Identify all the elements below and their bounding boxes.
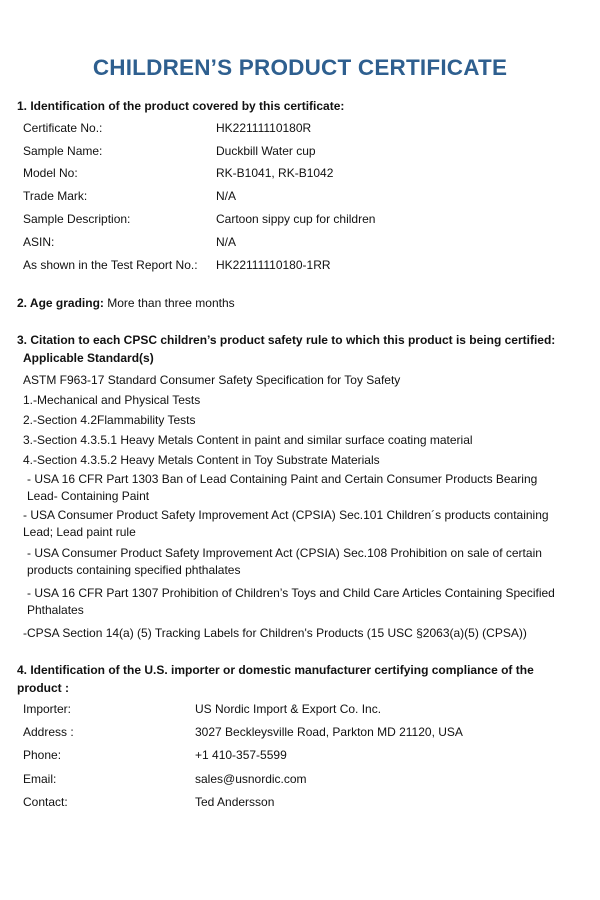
- section-2-heading: 2. Age grading:: [17, 296, 104, 310]
- section-1-heading: 1. Identification of the product covered by this certificate:: [17, 99, 345, 113]
- field-label: As shown in the Test Report No.:: [23, 258, 198, 272]
- standard-title: ASTM F963-17 Standard Consumer Safety Specification for Toy Safety: [23, 373, 401, 387]
- field-value: Ted Andersson: [195, 795, 275, 809]
- field-label: Email:: [23, 772, 57, 786]
- regulation-line: products containing specified phthalates: [27, 563, 241, 577]
- regulation-line: Phthalates: [27, 603, 84, 617]
- field-value: RK-B1041, RK-B1042: [216, 166, 334, 180]
- certificate-title: CHILDREN’S PRODUCT CERTIFICATE: [92, 55, 508, 80]
- standard-item: 2.-Section 4.2Flammability Tests: [23, 413, 196, 427]
- field-label: Certificate No.:: [23, 121, 103, 135]
- field-value: N/A: [216, 189, 237, 203]
- field-value: Cartoon sippy cup for children: [216, 212, 376, 226]
- field-label: Phone:: [23, 748, 62, 762]
- regulation-line: - USA Consumer Product Safety Improvement Act (CPSIA) Sec.101 Children´s products containing: [23, 508, 549, 522]
- field-value: HK22111110180R: [216, 121, 312, 135]
- standard-item: 3.-Section 4.3.5.1 Heavy Metals Content in paint and similar surface coating material: [23, 433, 473, 447]
- field-label: Trade Mark:: [23, 189, 88, 203]
- applicable-standards-heading: Applicable Standard(s): [23, 351, 154, 365]
- regulation-line: - USA 16 CFR Part 1307 Prohibition of Children’s Toys and Child Care Articles Containing Specified: [27, 586, 555, 600]
- standard-item: 1.-Mechanical and Physical Tests: [23, 393, 201, 407]
- standard-item: 4.-Section 4.3.5.2 Heavy Metals Content in Toy Substrate Materials: [23, 453, 380, 467]
- field-value: +1 410-357-5599: [195, 748, 287, 762]
- field-label: Model No:: [23, 166, 78, 180]
- cpsa-line: -CPSA Section 14(a) (5) Tracking Labels for Children's Products (15 USC §2063(a)(5) (CPSA)): [23, 626, 527, 640]
- field-value: Duckbill Water cup: [216, 144, 316, 158]
- age-grading-value: More than three months: [107, 296, 235, 310]
- regulation-line: - USA 16 CFR Part 1303 Ban of Lead Containing Paint and Certain Consumer Products Bearing: [27, 472, 538, 486]
- section-4-heading: 4. Identification of the U.S. importer or domestic manufacturer certifying compliance of the: [17, 663, 534, 677]
- section-3-heading: 3. Citation to each CPSC children’s product safety rule to which this product is being certified:: [17, 333, 556, 347]
- field-value: sales@usnordic.com: [195, 772, 307, 786]
- field-label: Address :: [23, 725, 74, 739]
- field-label: Importer:: [23, 702, 72, 716]
- regulation-line: Lead; Lead paint rule: [23, 525, 136, 539]
- field-value: HK22111110180-1RR: [216, 258, 331, 272]
- regulation-line: - USA Consumer Product Safety Improvement Act (CPSIA) Sec.108 Prohibition on sale of certain: [27, 546, 542, 560]
- field-label: Sample Description:: [23, 212, 131, 226]
- field-value: 3027 Beckleysville Road, Parkton MD 21120, USA: [195, 725, 463, 739]
- field-value: N/A: [216, 235, 237, 249]
- field-label: ASIN:: [23, 235, 55, 249]
- age-grading: [17, 295, 235, 311]
- regulation-line: Lead- Containing Paint: [27, 489, 150, 503]
- field-value: US Nordic Import & Export Co. Inc.: [195, 702, 382, 716]
- field-label: Sample Name:: [23, 144, 103, 158]
- field-label: Contact:: [23, 795, 68, 809]
- section-4-heading-cont: product :: [17, 681, 69, 695]
